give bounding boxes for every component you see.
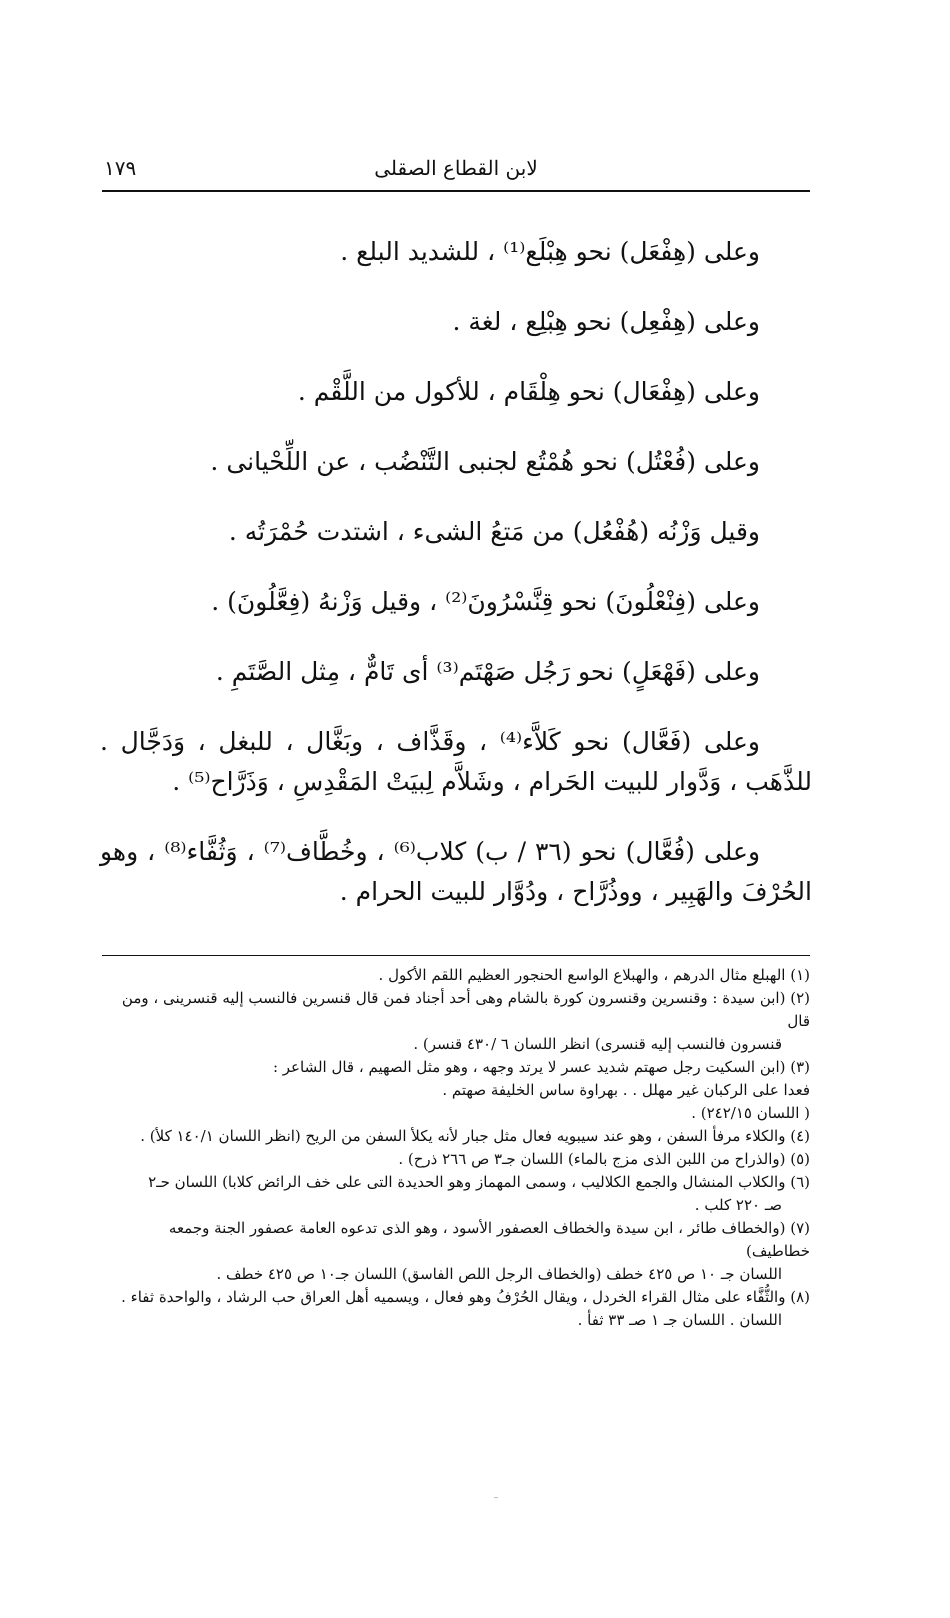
paragraph: وقيل وَزْنُه (هُفْعُل) من مَتعُ الشىء ، اشتدت حُمْرَتُه . [228,517,760,546]
footnote-line: (٤) والكلاء مرفأ السفن ، وهو عند سيبويه فعال مثل جبار لأنه يكلأ السفن من الريح (انظر اللسان ١٤٠/١ كلأ) . [140,1127,810,1145]
paragraph: وعلى (فَعَّال) نحو كَلاَّء⁽⁴⁾ ، وقَذَّاف ، وبَغَّال ، للبغل ، وَدَجَّال . للذَّهَب ، وَدَّوار للبيت الحَرام ، وشَلاَّم لِبيَتْ المَقْدِسِ ، وَذَرَّاح⁽⁵⁾ . [100,727,812,796]
running-header [102,154,810,192]
footnote-line: (٦) والكلاب المنشال والجمع الكلاليب ، وسمى المهماز وهو الحديدة التى على خف الرائض كلابا) اللسان حـ٢ [148,1173,810,1191]
footnotes [104,964,810,1332]
main-text [100,232,812,912]
footnote-line: (١) الهبلع مثال الدرهم ، والهبلاع الواسع الحنجور العظيم اللقم الأكول . [378,966,810,984]
footnote-line: اللسان . اللسان جـ ١ صـ ٣٣ ثفأ . [577,1311,782,1329]
paragraph: وعلى (فَهْعَلٍ) نحو رَجُل صَهْتَم⁽³⁾ أى تَامٌّ ، مِثل الصَّتَمِ . [215,657,760,686]
footnote-line: ( اللسان ٢٤٢/١٥) . [691,1104,810,1122]
page-number: ١٧٩ [104,156,137,180]
paragraph: وعلى (هِفْعَال) نحو هِلْقَام ، للأكول من اللَّقْم . [297,377,760,406]
footnote-line: (٥) (والذراح من اللبن الذى مزج بالماء) اللسان جـ٣ ص ٢٦٦ ذرح) . [398,1150,810,1168]
running-title: لابن القطاع الصقلى [374,156,538,180]
scan-speck [494,1497,498,1498]
footnote-line: قنسرون فالنسب إليه قنسرى) انظر اللسان ٦ /٤٣٠ قنسر) . [413,1035,782,1053]
paragraph: وعلى (هِفْعِل) نحو هِبْلِع ، لغة . [452,307,760,336]
footnote-line: (٨) والثُّفَّاء على مثال القراء الخردل ، ويقال الحُرْفُ وهو فعال ، ويسميه أهل العراق حب الرشاد ، والواحدة ثفاء . [121,1288,810,1306]
footnote-line: (٢) (ابن سيدة : وقنسرين وقنسرون كورة بالشام وهى أحد أجناد فمن قال قنسرين فالنسب إليه قنسرينى ، ومن قال [121,989,810,1030]
footnote-line: (٧) (والخطاف طائر ، ابن سيدة والخطاف العصفور الأسود ، وهو الذى تدعوه العامة عصفور الجنة وجمعه خطاطيف) [168,1219,810,1260]
footnote-line: صـ ٢٢٠ كلب . [694,1196,782,1214]
footnote-line: اللسان جـ ١٠ ص ٤٢٥ خطف (والخطاف الرجل اللص الفاسق) اللسان جـ١٠ ص ٤٢٥ خطف . [216,1265,782,1283]
footnote-divider [102,955,810,956]
paragraph: وعلى (فُعَّال) نحو (٣٦ / ب) كلاب⁽⁶⁾ ، وخُطَّاف⁽⁷⁾ ، وَثُفَّاء⁽⁸⁾ ، وهو الحُرْفَ والهَبِير ، ووذُرَّاح ، ودُوَّار للبيت الحرام . [100,837,812,906]
footnote-verse: فعدا على الركبان غير مهلل . . بهراوة ساس الخليفة صهتم . [442,1081,810,1099]
footnote-line: (٣) (ابن السكيت رجل صهتم شديد عسر لا يرتد وجهه ، وهو مثل الصهيم ، قال الشاعر : [272,1058,810,1076]
paragraph: وعلى (فِنْعْلُونَ) نحو قِنَّسْرُونَ⁽²⁾ ، وقيل وَزْنهُ (فِعَّلُونَ) . [211,587,760,616]
paragraph: وعلى (فُعْتُل) نحو هُمْتُع لجنبى التَّنْضُب ، عن اللِّحْيانى . [210,447,760,476]
paragraph: وعلى (هِفْعَل) نحو هِبْلَع⁽¹⁾ ، للشديد البلع . [340,237,760,266]
